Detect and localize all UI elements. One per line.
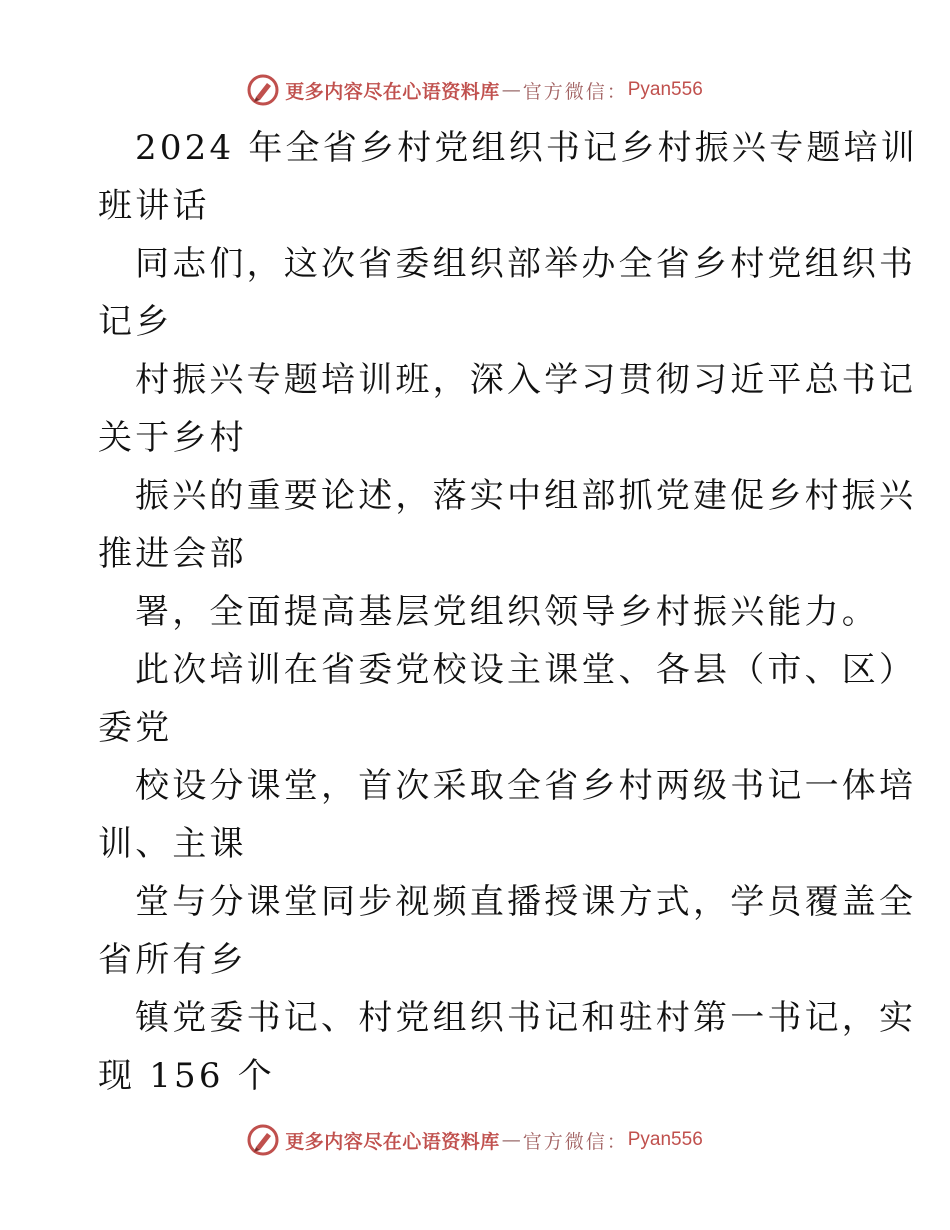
footer-banner	[0, 1120, 950, 1160]
doc-line: 记乡	[98, 302, 173, 342]
banner-wechat-id: Pyan556	[627, 1129, 703, 1150]
banner-text	[285, 77, 703, 104]
pen-logo-icon	[247, 74, 279, 106]
doc-title-line-2: 班讲话	[98, 186, 210, 226]
banner-dash: —	[501, 1129, 521, 1151]
header-banner	[0, 70, 950, 110]
doc-line: 堂与分课堂同步视频直播授课方式，学员覆盖全	[135, 882, 917, 922]
doc-line: 村振兴专题培训班，深入学习贯彻习近平总书记	[135, 360, 917, 400]
banner-dash: —	[501, 79, 521, 101]
doc-line: 镇党委书记、村党组织书记和驻村第一书记，实	[135, 998, 917, 1038]
doc-line: 关于乡村	[98, 418, 247, 458]
doc-title-line-1: 2024 年全省乡村党组织书记乡村振兴专题培训	[135, 128, 918, 168]
doc-line: 此次培训在省委党校设主课堂、各县（市、区）	[135, 650, 917, 690]
doc-line: 推进会部	[98, 534, 247, 574]
doc-line: 现 156 个	[98, 1056, 275, 1096]
banner-wechat-label: 官方微信：	[522, 80, 628, 103]
banner-wechat-id: Pyan556	[627, 79, 703, 100]
doc-line: 振兴的重要论述，落实中组部抓党建促乡村振兴	[135, 476, 917, 516]
pen-logo-icon	[247, 1124, 279, 1156]
banner-wechat-label: 官方微信：	[522, 1130, 628, 1153]
banner-text	[285, 1127, 703, 1154]
banner-main-text: 更多内容尽在心语资料库	[285, 1130, 500, 1153]
doc-line: 同志们，这次省委组织部举办全省乡村党组织书	[135, 244, 917, 284]
doc-line: 署，全面提高基层党组织领导乡村振兴能力。	[135, 592, 879, 632]
doc-line: 校设分课堂，首次采取全省乡村两级书记一体培	[135, 766, 917, 806]
doc-line: 训、主课	[98, 824, 247, 864]
doc-line: 委党	[98, 708, 173, 748]
banner-main-text: 更多内容尽在心语资料库	[285, 80, 500, 103]
doc-line: 省所有乡	[98, 940, 247, 980]
